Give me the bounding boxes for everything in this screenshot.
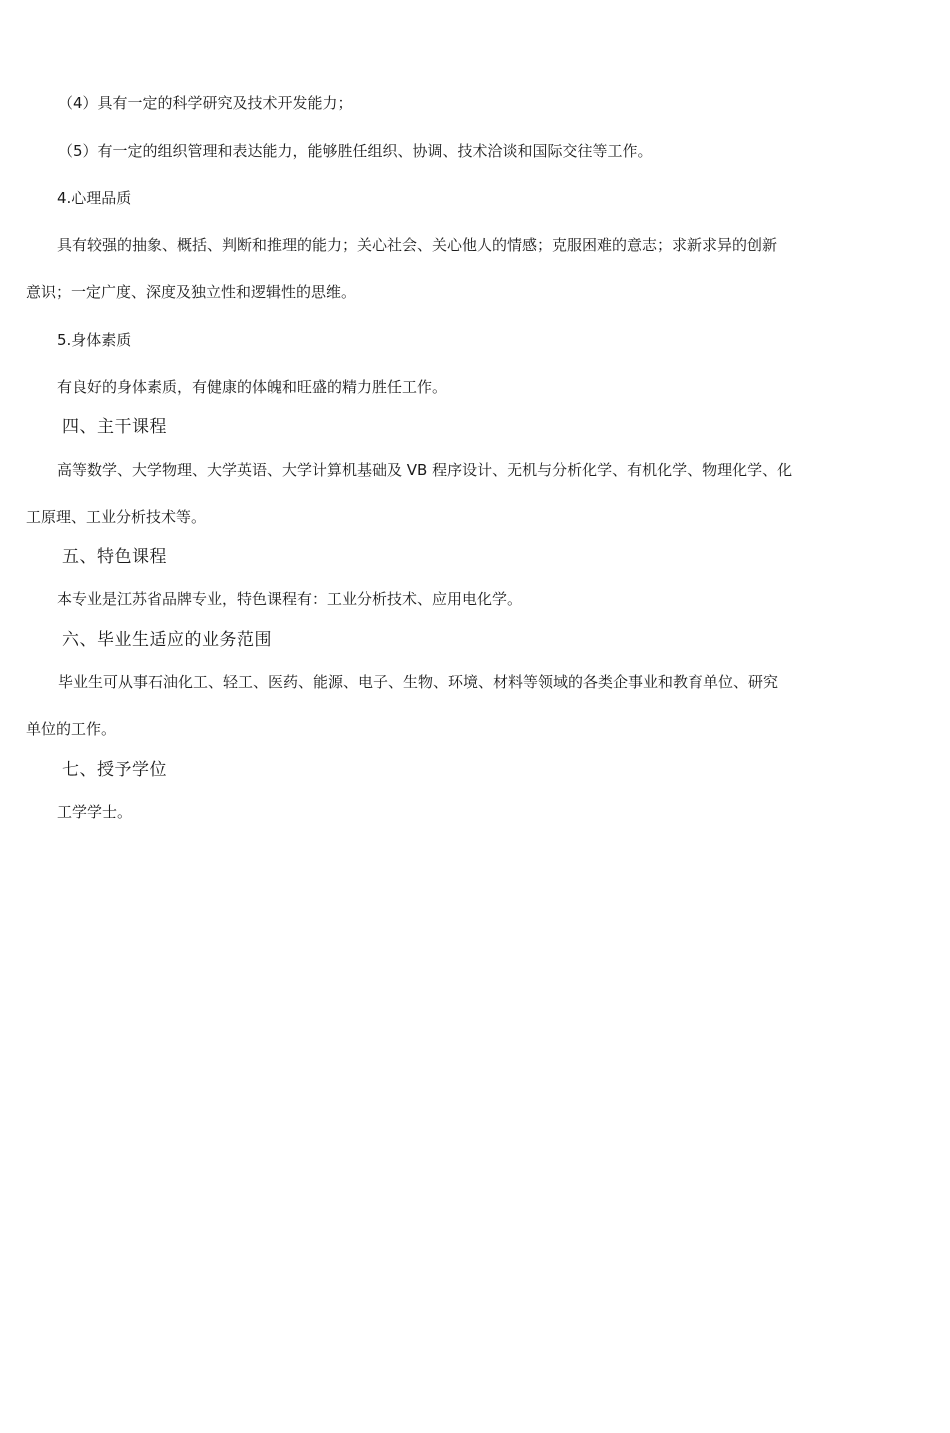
- section-title-core-courses: 四、主干课程: [62, 417, 167, 437]
- psychological-quality-line-1-text: 具有较强的抽象、概括、判断和推理的能力；关心社会、关心他人的情感；克服困难的意志；求新求异的创新: [57, 236, 778, 254]
- ability-item-5: （5）有一定的组织管理和表达能力，能够胜任组织、协调、技术洽谈和国际交往等工作。: [58, 142, 653, 160]
- core-courses-line-2: 工原理、工业分析技术等。: [26, 508, 207, 526]
- business-scope-line-2: 单位的工作。: [26, 720, 117, 738]
- section-title-featured-courses: 五、特色课程: [62, 547, 167, 567]
- physical-quality-text: 有良好的身体素质，有健康的体魄和旺盛的精力胜任工作。: [57, 378, 448, 396]
- business-scope-line-1: 毕业生可从事石油化工、轻工、医药、能源、电子、生物、环境、材料等领域的各类企事业和教育单位、研究: [58, 673, 779, 691]
- psychological-quality-line-2: 意识；一定广度、深度及独立性和逻辑性的思维。: [26, 283, 357, 301]
- ability-item-4: （4）具有一定的科学研究及技术开发能力；: [58, 94, 353, 112]
- featured-courses-text: 本专业是江苏省品牌专业，特色课程有：工业分析技术、应用电化学。: [57, 590, 523, 608]
- subsection-title-psychological-quality: 4.心理品质: [57, 189, 132, 207]
- subsection-title-physical-quality: 5.身体素质: [57, 331, 132, 349]
- section-title-business-scope: 六、毕业生适应的业务范围: [62, 630, 272, 650]
- psychological-quality-line-1: [57, 235, 827, 255]
- core-courses-line-1: 高等数学、大学物理、大学英语、大学计算机基础及 VB 程序设计、无机与分析化学、有机化学、物理化学、化: [57, 461, 793, 479]
- section-title-degree: 七、授予学位: [62, 760, 167, 780]
- degree-text: 工学学士。: [57, 803, 133, 821]
